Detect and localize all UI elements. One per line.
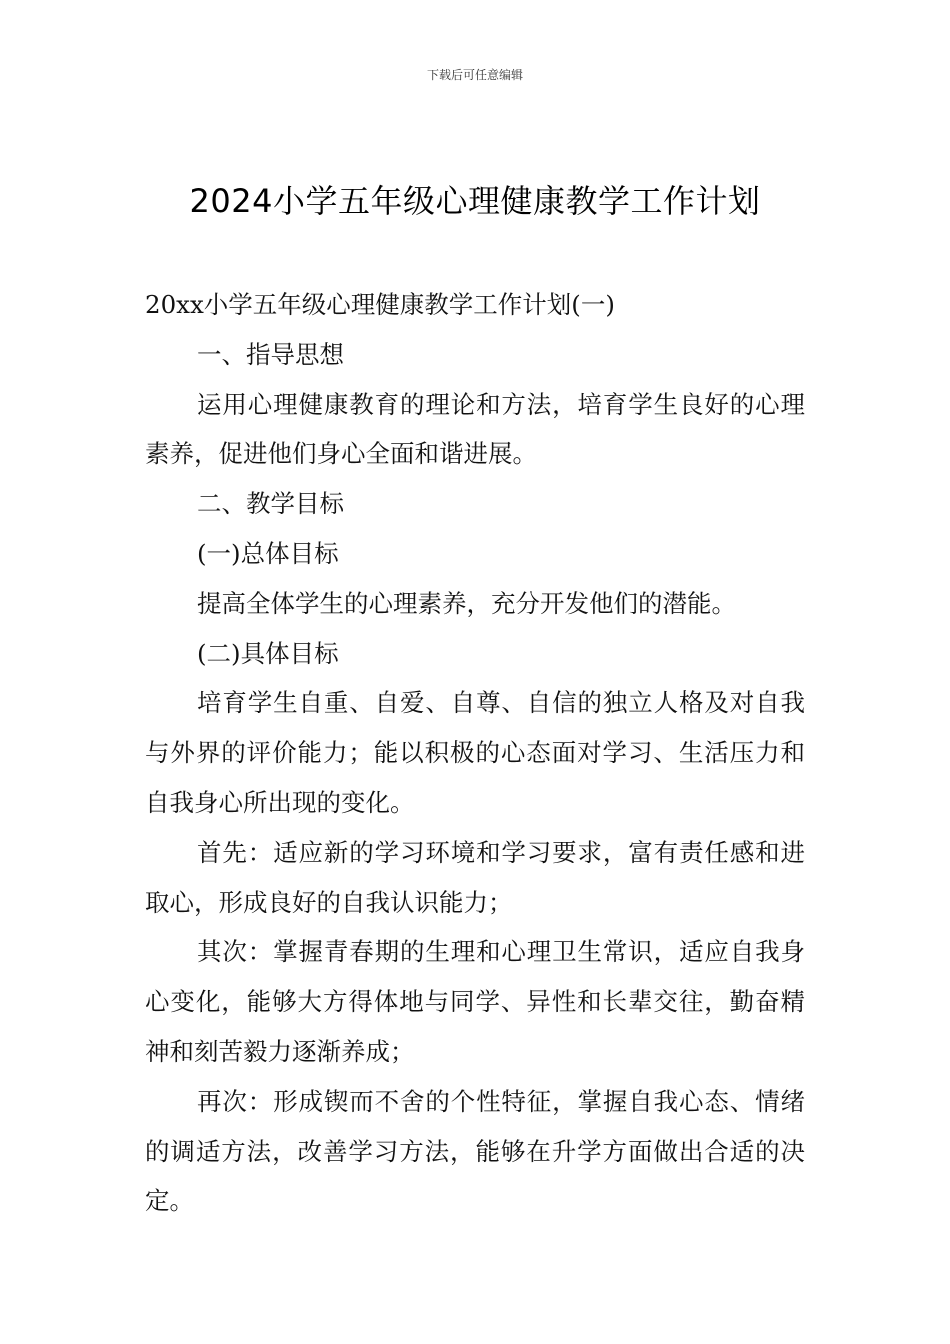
header-note: 下载后可任意编辑 bbox=[426, 68, 523, 82]
paragraph-third: 再次：形成锲而不舍的个性特征，掌握自我心态、情绪的调适方法，改善学习方法，能够在升学方面做出合适的决定。 bbox=[145, 1086, 805, 1216]
paragraph-guiding-ideology: 运用心理健康教育的理论和方法，培育学生良好的心理素养，促进他们身心全面和谐进展。 bbox=[145, 389, 805, 469]
paragraph-second: 其次：掌握青春期的生理和心理卫生常识，适应自我身心变化，能够大方得体地与同学、异性和长辈交往，勤奋精神和刻苦毅力逐渐养成； bbox=[145, 937, 805, 1066]
heading-teaching-goals: 二、教学目标 bbox=[197, 489, 344, 519]
section-subtitle: 20xx小学五年级心理健康教学工作计划(一) bbox=[145, 290, 615, 319]
paragraph-first: 首先：适应新的学习环境和学习要求，富有责任感和进取心，形成良好的自我认识能力； bbox=[145, 837, 805, 917]
document-body bbox=[145, 280, 805, 1226]
paragraph-overall-goal: 提高全体学生的心理素养，充分开发他们的潜能。 bbox=[197, 588, 736, 618]
heading-overall-goal: (一)总体目标 bbox=[197, 538, 339, 568]
heading-specific-goals: (二)具体目标 bbox=[197, 638, 339, 668]
heading-guiding-ideology: 一、指导思想 bbox=[197, 339, 344, 369]
paragraph-specific-goals: 培育学生自重、自爱、自尊、自信的独立人格及对自我与外界的评价能力；能以积极的心态面对学习、生活压力和自我身心所出现的变化。 bbox=[145, 688, 805, 817]
document-title: 2024小学五年级心理健康教学工作计划 bbox=[189, 182, 761, 220]
